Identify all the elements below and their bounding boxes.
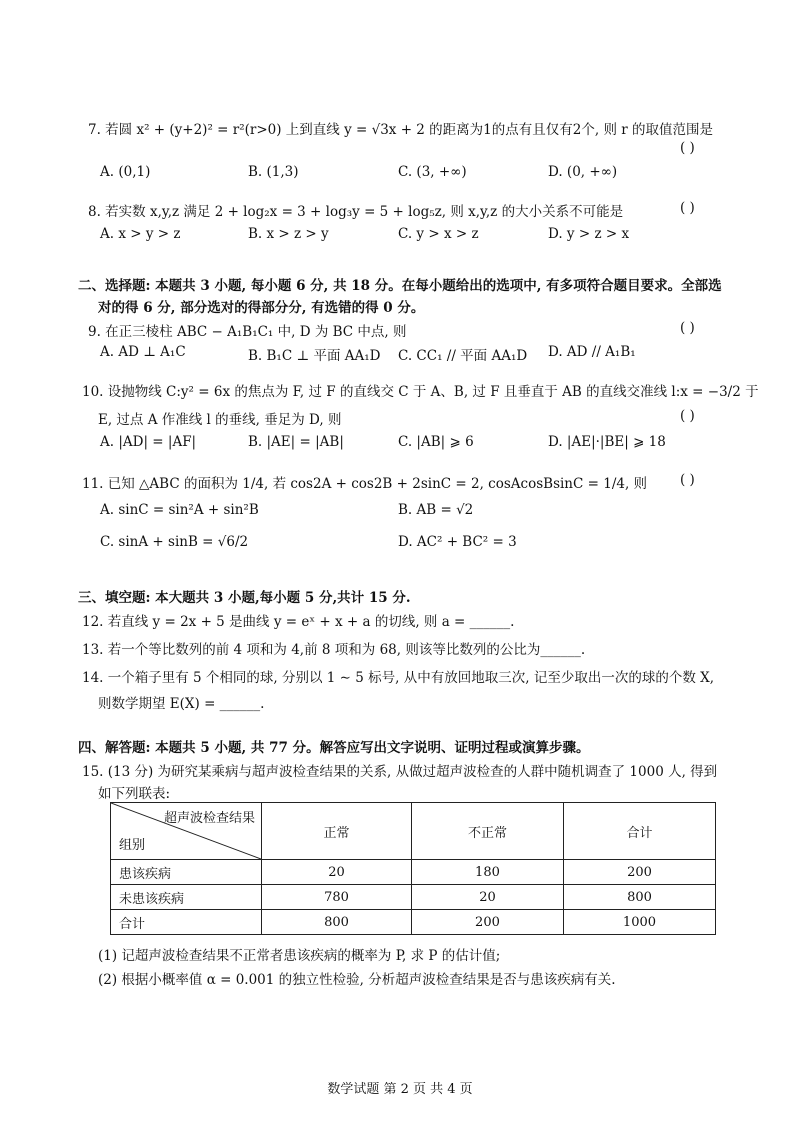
q9-option-d: D. AD // A₁B₁ [548,344,636,360]
q7-option-a: A. (0,1) [100,164,151,180]
table-corner-top-label: 超声波检查结果 [163,811,255,826]
section-2-heading-line1: 二、选择题: 本题共 3 小题, 每小题 6 分, 共 18 分。在每小题给出的选项中, 有多项符合题目要求。全部选 [78,278,722,294]
q10-answer-paren: ( ) [680,408,695,424]
table-row [111,860,716,885]
table-cell: 200 [411,910,563,935]
q15-sub2: (2) 根据小概率值 α = 0.001 的独立性检验, 分析超声波检查结果是否与患该疾病有关. [98,972,616,988]
table-row-label: 未患该疾病 [111,885,262,910]
table-row-label: 合计 [111,910,262,935]
q8-answer-paren: ( ) [680,200,695,216]
q14-line2: 则数学期望 E(X) = ______. [98,696,265,712]
q7-option-d: D. (0, +∞) [548,164,618,180]
q13-text: 13. 若一个等比数列的前 4 项和为 4,前 8 项和为 68, 则该等比数列的公比为______. [82,642,586,658]
section-2-heading-line2: 对的得 6 分, 部分选对的得部分分, 有选错的得 0 分。 [98,300,425,316]
q14-line1: 14. 一个箱子里有 5 个相同的球, 分别以 1 ∼ 5 标号, 从中有放回地取三次, 记至少取出一次的球的个数 X, [82,670,715,686]
table-cell: 180 [411,860,563,885]
q9-stem: 9. 在正三棱柱 ABC − A₁B₁C₁ 中, D 为 BC 中点, 则 [88,324,407,340]
q10-option-c: C. |AB| ⩾ 6 [398,434,474,450]
q8-stem: 8. 若实数 x,y,z 满足 2 + log₂x = 3 + log₃y = 5 + log₅z, 则 x,y,z 的大小关系不可能是 [88,204,624,220]
q11-stem: 11. 已知 △ABC 的面积为 1/4, 若 cos2A + cos2B + 2sinC = 2, cosAcosBsinC = 1/4, 则 [82,476,648,492]
table-cell: 1000 [563,910,715,935]
q8-option-d: D. y > z > x [548,226,630,242]
q7-option-c: C. (3, +∞) [398,164,467,180]
q9-option-c: C. CC₁ // 平面 AA₁D [398,348,528,364]
table-header-total: 合计 [563,803,715,860]
q11-option-d: D. AC² + BC² = 3 [398,534,517,550]
table-row [111,885,716,910]
q7-answer-paren: ( ) [680,140,695,156]
q11-answer-paren: ( ) [680,472,695,488]
q8-option-b: B. x > z > y [248,226,329,242]
q7-stem: 7. 若圆 x² + (y+2)² = r²(r>0) 上到直线 y = √3x + 2 的距离为1的点有且仅有2个, 则 r 的取值范围是 [88,122,713,138]
q11-option-c: C. sinA + sinB = √6/2 [100,534,249,550]
q11-option-b: B. AB = √2 [398,502,474,518]
table-header-row [111,803,716,860]
q8-option-a: A. x > y > z [100,226,181,242]
q15-line1: 15. (13 分) 为研究某乘病与超声波检查结果的关系, 从做过超声波检查的人群中随机调查了 1000 人, 得到 [82,764,718,780]
table-row [111,910,716,935]
q11-option-a: A. sinC = sin²A + sin²B [100,502,259,518]
q15-line2: 如下列联表: [98,786,171,802]
table-cell: 780 [262,885,412,910]
table-cell: 800 [262,910,412,935]
q12-text: 12. 若直线 y = 2x + 5 是曲线 y = eˣ + x + a 的切线, 则 a = ______. [82,614,515,630]
table-cell: 20 [411,885,563,910]
q10-option-d: D. |AE|·|BE| ⩾ 18 [548,434,666,450]
table-corner-cell [111,803,262,860]
q9-option-a: A. AD ⊥ A₁C [100,344,186,360]
table-header-abnormal: 不正常 [411,803,563,860]
table-corner-bottom-label: 组别 [119,838,146,853]
section-3-heading: 三、填空题: 本大题共 3 小题,每小题 5 分,共计 15 分. [78,590,411,606]
q9-option-b: B. B₁C ⊥ 平面 AA₁D [248,348,381,364]
table-cell: 800 [563,885,715,910]
q9-answer-paren: ( ) [680,320,695,336]
section-4-heading: 四、解答题: 本题共 5 小题, 共 77 分。解答应写出文字说明、证明过程或演算步骤。 [78,740,590,756]
contingency-table [110,802,716,935]
table-header-normal: 正常 [262,803,412,860]
q15-sub1: (1) 记超声波检查结果不正常者患该疾病的概率为 P, 求 P 的估计值; [98,948,501,964]
q8-option-c: C. y > x > z [398,226,479,242]
q10-stem-line1: 10. 设抛物线 C:y² = 6x 的焦点为 F, 过 F 的直线交 C 于 A、B, 过 F 且垂直于 AB 的直线交准线 l:x = −3/2 于 [82,384,759,400]
q10-option-a: A. |AD| = |AF| [100,434,197,450]
table-row-label: 患该疾病 [111,860,262,885]
q7-option-b: B. (1,3) [248,164,299,180]
page-footer: 数学试题 第 2 页 共 4 页 [327,1082,473,1097]
q10-option-b: B. |AE| = |AB| [248,434,344,450]
table-cell: 200 [563,860,715,885]
q10-stem-line2: E, 过点 A 作准线 l 的垂线, 垂足为 D, 则 [98,412,342,428]
table-cell: 20 [262,860,412,885]
